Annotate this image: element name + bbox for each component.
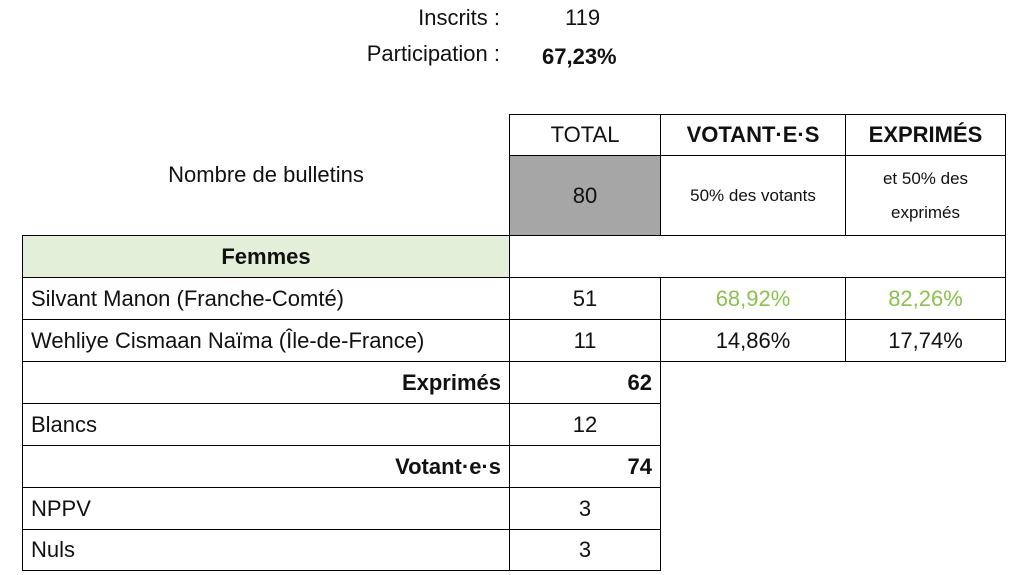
blancs-value: 12 [509, 403, 661, 446]
nuls-value: 3 [509, 529, 661, 571]
inscrits-label: Inscrits : [418, 5, 500, 30]
exprimes-note-line1: et 50% des [882, 168, 969, 188]
nombre-bulletins-label: Nombre de bulletins [168, 162, 364, 187]
exprimes-note-line2: exprimés [891, 202, 960, 222]
votants-value: 74 [509, 445, 661, 488]
votants-header: VOTANT·E·S [660, 114, 846, 156]
candidate-votants-pct: 68,92% [660, 277, 846, 320]
candidate-exprimes-pct: 82,26% [845, 277, 1006, 320]
total-header: TOTAL [509, 114, 661, 156]
votants-label: Votant·e·s [22, 445, 510, 488]
total-bulletins-value: 80 [509, 155, 661, 236]
femmes-title: Femmes [22, 235, 510, 278]
inscrits-value: 119 [565, 5, 601, 30]
nuls-label: Nuls [22, 529, 510, 571]
femmes-empty-cell [509, 235, 1006, 278]
exprimes-value: 62 [509, 361, 661, 404]
candidate-total: 11 [509, 319, 661, 362]
participation-value: 67,23% [542, 44, 617, 69]
candidate-name: Silvant Manon (Franche-Comté) [22, 277, 510, 320]
nppv-label: NPPV [22, 487, 510, 530]
votants-note: 50% des votants [660, 155, 846, 236]
candidate-votants-pct: 14,86% [660, 319, 846, 362]
nppv-value: 3 [509, 487, 661, 530]
exprimes-note [845, 155, 1006, 236]
candidate-name: Wehliye Cismaan Naïma (Île-de-France) [22, 319, 510, 362]
exprimes-header: EXPRIMÉS [845, 114, 1006, 156]
participation-label: Participation : [366, 41, 500, 66]
blancs-label: Blancs [22, 403, 510, 446]
candidate-exprimes-pct: 17,74% [845, 319, 1006, 362]
candidate-total: 51 [509, 277, 661, 320]
exprimes-label: Exprimés [22, 361, 510, 404]
